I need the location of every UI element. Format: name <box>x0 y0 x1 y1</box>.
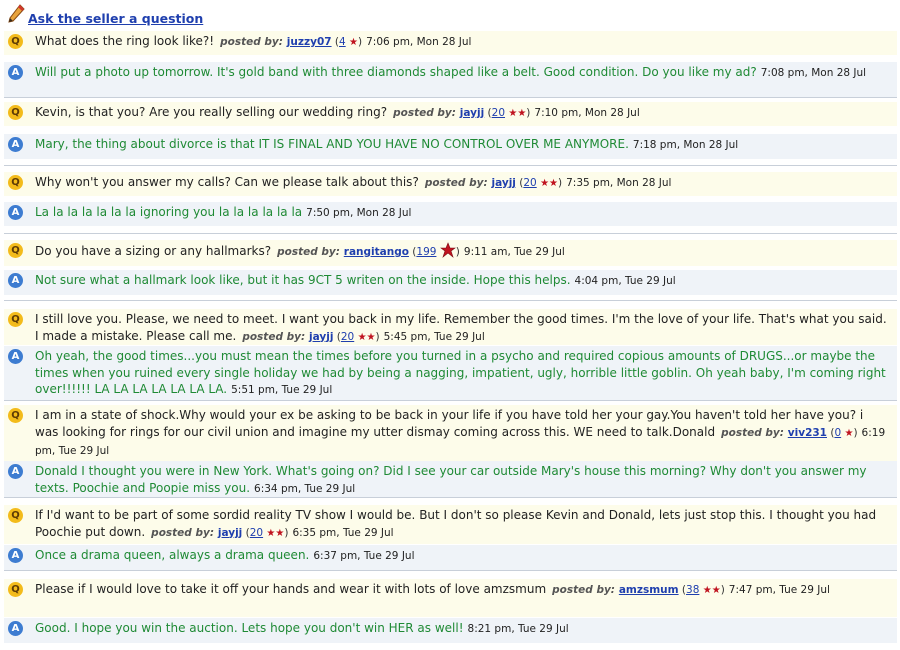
thread-divider <box>4 400 897 401</box>
feedback-count-link[interactable]: 20 <box>340 330 355 343</box>
question-badge-icon: Q <box>8 34 23 49</box>
question-row <box>4 505 897 544</box>
question-badge-icon: Q <box>8 408 23 423</box>
feedback-count-link[interactable]: 38 <box>686 584 700 596</box>
posted-by-label: posted by: <box>242 330 306 343</box>
timestamp: 7:06 pm, Mon 28 Jul <box>366 36 472 48</box>
pencil-icon <box>7 4 25 24</box>
question-text: Why won't you answer my calls? Can we please talk about this? <box>35 175 419 189</box>
thread-divider <box>4 570 897 571</box>
question-row <box>4 31 897 55</box>
answer-badge-icon: A <box>8 349 23 364</box>
answer-row <box>4 618 897 643</box>
feedback-star-icon: ★★ <box>357 331 376 343</box>
timestamp: 7:35 pm, Mon 28 Jul <box>566 177 672 189</box>
question-row <box>4 102 897 126</box>
feedback-score: (20 ★★) <box>515 177 563 189</box>
posted-by-label: posted by: <box>277 246 340 258</box>
feedback-score: (20 ★★) <box>242 526 289 539</box>
answer-text: La la la la la la la ignoring you la la la la la la <box>35 205 303 219</box>
answer-badge-icon: A <box>8 65 23 80</box>
question-text: Please if I would love to take it off your hands and wear it with lots of love amzsmum <box>35 582 547 596</box>
username-link[interactable]: amzsmum <box>618 584 679 596</box>
username-link[interactable]: rangitango <box>343 246 409 258</box>
answer-text: Donald I thought you were in New York. What's going on? Did I see your car outside Mary's house this morning? Why don't you answer my texts. Poochie and Poopie miss you. <box>35 464 867 495</box>
feedback-score: (0 ★) <box>827 426 858 439</box>
posted-by-label: posted by: <box>552 584 616 596</box>
timestamp: 6:37 pm, Tue 29 Jul <box>313 550 415 562</box>
answer-text: Good. I hope you win the auction. Lets hope you don't win HER as well! <box>35 621 464 635</box>
feedback-star-icon: ★ <box>844 427 854 439</box>
thread-divider <box>4 233 897 234</box>
answer-text: Mary, the thing about divorce is that IT IS FINAL AND YOU HAVE NO CONTROL OVER ME ANYMORE. <box>35 137 629 151</box>
question-badge-icon: Q <box>8 243 23 258</box>
ask-seller-link[interactable]: Ask the seller a question <box>28 11 204 26</box>
username-link[interactable]: juzzy07 <box>286 36 332 48</box>
answer-badge-icon: A <box>8 621 23 636</box>
question-row <box>4 405 897 461</box>
timestamp: 6:35 pm, Tue 29 Jul <box>292 526 394 539</box>
question-row <box>4 579 897 617</box>
posted-by-label: posted by: <box>393 107 456 119</box>
username-link[interactable]: viv231 <box>787 426 827 439</box>
username-link[interactable]: jayjj <box>491 177 516 189</box>
answer-row <box>4 346 897 401</box>
feedback-count-link[interactable]: 20 <box>249 526 264 539</box>
shooting-star-icon <box>440 242 456 258</box>
question-row <box>4 309 897 345</box>
question-text: What does the ring look like?! <box>35 34 215 48</box>
answer-text: Oh yeah, the good times...you must mean the times before you turned in a psycho and required copious amounts of DRUGS...or maybe the times when you ruined every single holiday we had by being a nagging, impatient, ugly, horrible little goblin. Oh yeah baby, I'm coming right over!!!!!! LA LA LA LA LA LA LA. <box>35 349 886 396</box>
answer-row <box>4 545 897 570</box>
question-row <box>4 172 897 196</box>
timestamp: 7:10 pm, Mon 28 Jul <box>534 107 640 119</box>
ask-question-header <box>0 0 900 30</box>
username-link[interactable]: jayjj <box>217 526 243 539</box>
feedback-score: (199 ) <box>409 246 460 258</box>
question-row <box>4 240 897 266</box>
answer-badge-icon: A <box>8 464 23 479</box>
answer-badge-icon: A <box>8 273 23 288</box>
answer-badge-icon: A <box>8 137 23 152</box>
answer-row <box>4 62 897 98</box>
thread-divider <box>4 497 897 498</box>
feedback-count-link[interactable]: 199 <box>416 246 437 258</box>
thread-divider <box>4 300 897 301</box>
timestamp: 8:21 pm, Tue 29 Jul <box>467 623 569 635</box>
question-badge-icon: Q <box>8 175 23 190</box>
timestamp: 6:19 pm, Tue 29 Jul <box>35 426 886 457</box>
question-text: I still love you. Please, we need to meet. I want you back in my life. Remember the good times. I'm the love of your life. That's what you said. I made a mistake. Please call me. <box>35 312 887 343</box>
question-badge-icon: Q <box>8 582 23 597</box>
answer-row <box>4 134 897 159</box>
answer-row <box>4 461 897 498</box>
timestamp: 7:18 pm, Mon 28 Jul <box>632 139 739 151</box>
timestamp: 7:47 pm, Tue 29 Jul <box>728 584 830 596</box>
feedback-star-icon: ★★ <box>702 585 721 596</box>
timestamp: 5:45 pm, Tue 29 Jul <box>383 330 485 343</box>
feedback-score: (20 ★★) <box>333 330 380 343</box>
feedback-star-icon: ★★ <box>266 527 285 539</box>
feedback-count-link[interactable]: 0 <box>834 426 842 439</box>
posted-by-label: posted by: <box>151 526 215 539</box>
posted-by-label: posted by: <box>220 36 283 48</box>
feedback-count-link[interactable]: 4 <box>339 36 346 48</box>
timestamp: 6:34 pm, Tue 29 Jul <box>254 482 356 495</box>
answer-text: Not sure what a hallmark look like, but it has 9CT 5 writen on the inside. Hope this helps. <box>35 273 571 287</box>
answer-text: Once a drama queen, always a drama queen. <box>35 548 310 562</box>
thread-divider <box>4 165 897 166</box>
answer-badge-icon: A <box>8 548 23 563</box>
question-text: I am in a state of shock.Why would your ex be asking to be back in your life if you have told her your gay.You haven't told her have you? i was looking for rings for our civil union and imagine my utter dismay coming across this. WE need to talk.Donald <box>35 408 864 439</box>
feedback-score: (38 ★★) <box>678 584 725 596</box>
timestamp: 9:11 am, Tue 29 Jul <box>463 246 565 258</box>
answer-row <box>4 202 897 226</box>
feedback-count-link[interactable]: 20 <box>523 177 537 189</box>
question-text: If I'd want to be part of some sordid reality TV show I would be. But I don't so please Kevin and Donald, lets just stop this. I thought you had Poochie put down. <box>35 508 877 539</box>
answer-badge-icon: A <box>8 205 23 220</box>
feedback-star-icon: ★ <box>349 37 358 48</box>
feedback-count-link[interactable]: 20 <box>491 107 506 119</box>
thread-divider <box>4 97 897 98</box>
question-text: Do you have a sizing or any hallmarks? <box>35 244 272 258</box>
username-link[interactable]: jayjj <box>309 330 334 343</box>
timestamp: 5:51 pm, Tue 29 Jul <box>231 384 333 396</box>
timestamp: 4:04 pm, Tue 29 Jul <box>574 275 676 287</box>
question-badge-icon: Q <box>8 312 23 327</box>
question-badge-icon: Q <box>8 508 23 523</box>
posted-by-label: posted by: <box>424 177 488 189</box>
feedback-score: (20 ★★) <box>484 107 531 119</box>
answer-text: Will put a photo up tomorrow. It's gold band with three diamonds shaped like a belt. Good condition. Do you like my ad? <box>35 65 757 79</box>
username-link[interactable]: jayjj <box>459 107 485 119</box>
feedback-score: (4 ★) <box>331 36 363 48</box>
feedback-star-icon: ★★ <box>508 108 527 119</box>
question-text: Kevin, is that you? Are you really selling our wedding ring? <box>35 105 388 119</box>
timestamp: 7:50 pm, Mon 28 Jul <box>306 207 412 219</box>
posted-by-label: posted by: <box>721 426 784 439</box>
timestamp: 7:08 pm, Mon 28 Jul <box>760 67 867 79</box>
question-badge-icon: Q <box>8 105 23 120</box>
feedback-star-icon: ★★ <box>540 178 558 189</box>
answer-row <box>4 270 897 295</box>
